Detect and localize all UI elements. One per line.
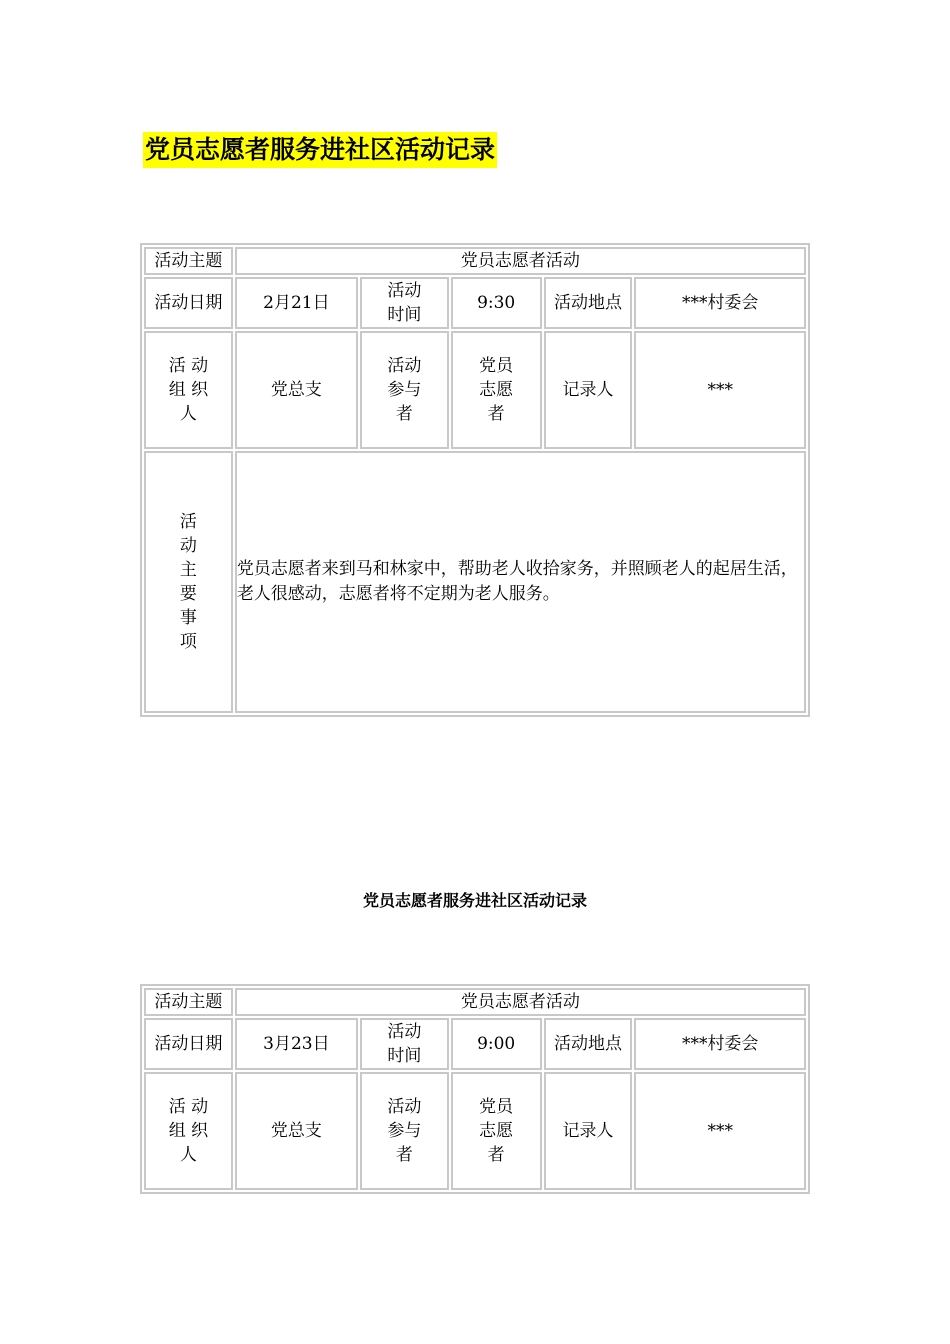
recorder-value: *** (634, 1072, 806, 1190)
recorder-value: *** (634, 331, 806, 449)
place-label: 活动地点 (544, 1018, 633, 1070)
recorder-label: 记录人 (544, 331, 633, 449)
participant-value: 党员 志愿 者 (451, 1072, 542, 1190)
participant-label: 活动 参与 者 (360, 1072, 449, 1190)
theme-label: 活动主题 (144, 247, 233, 275)
date-label: 活动日期 (144, 277, 233, 329)
section-title: 党员志愿者服务进社区活动记录 (362, 891, 587, 910)
date-value: 3月23日 (235, 1018, 358, 1070)
time-value: 9:30 (451, 277, 542, 329)
participant-label: 活动 参与 者 (360, 331, 449, 449)
place-value: ***村委会 (634, 277, 806, 329)
main-items-label: 活 动 主 要 事 项 (144, 451, 233, 713)
place-label: 活动地点 (544, 277, 633, 329)
time-value: 9:00 (451, 1018, 542, 1070)
activity-record-table (140, 243, 810, 717)
organizer-label: 活 动 组 织 人 (144, 1072, 233, 1190)
main-items-content: 党员志愿者来到马和林家中，帮助老人收拾家务，并照顾老人的起居生活，老人很感动，志愿者将不定期为老人服务。 (235, 451, 806, 713)
organizer-value: 党总支 (235, 1072, 358, 1190)
theme-value: 党员志愿者活动 (235, 247, 806, 275)
time-label: 活动 时间 (360, 1018, 449, 1070)
theme-value: 党员志愿者活动 (235, 988, 806, 1016)
activity-record-table (140, 984, 810, 1194)
date-value: 2月21日 (235, 277, 358, 329)
recorder-label: 记录人 (544, 1072, 633, 1190)
place-value: ***村委会 (634, 1018, 806, 1070)
organizer-label: 活 动 组 织 人 (144, 331, 233, 449)
page-title: 党员志愿者服务进社区活动记录 (143, 132, 497, 168)
date-label: 活动日期 (144, 1018, 233, 1070)
theme-label: 活动主题 (144, 988, 233, 1016)
time-label: 活动 时间 (360, 277, 449, 329)
organizer-value: 党总支 (235, 331, 358, 449)
participant-value: 党员 志愿 者 (451, 331, 542, 449)
